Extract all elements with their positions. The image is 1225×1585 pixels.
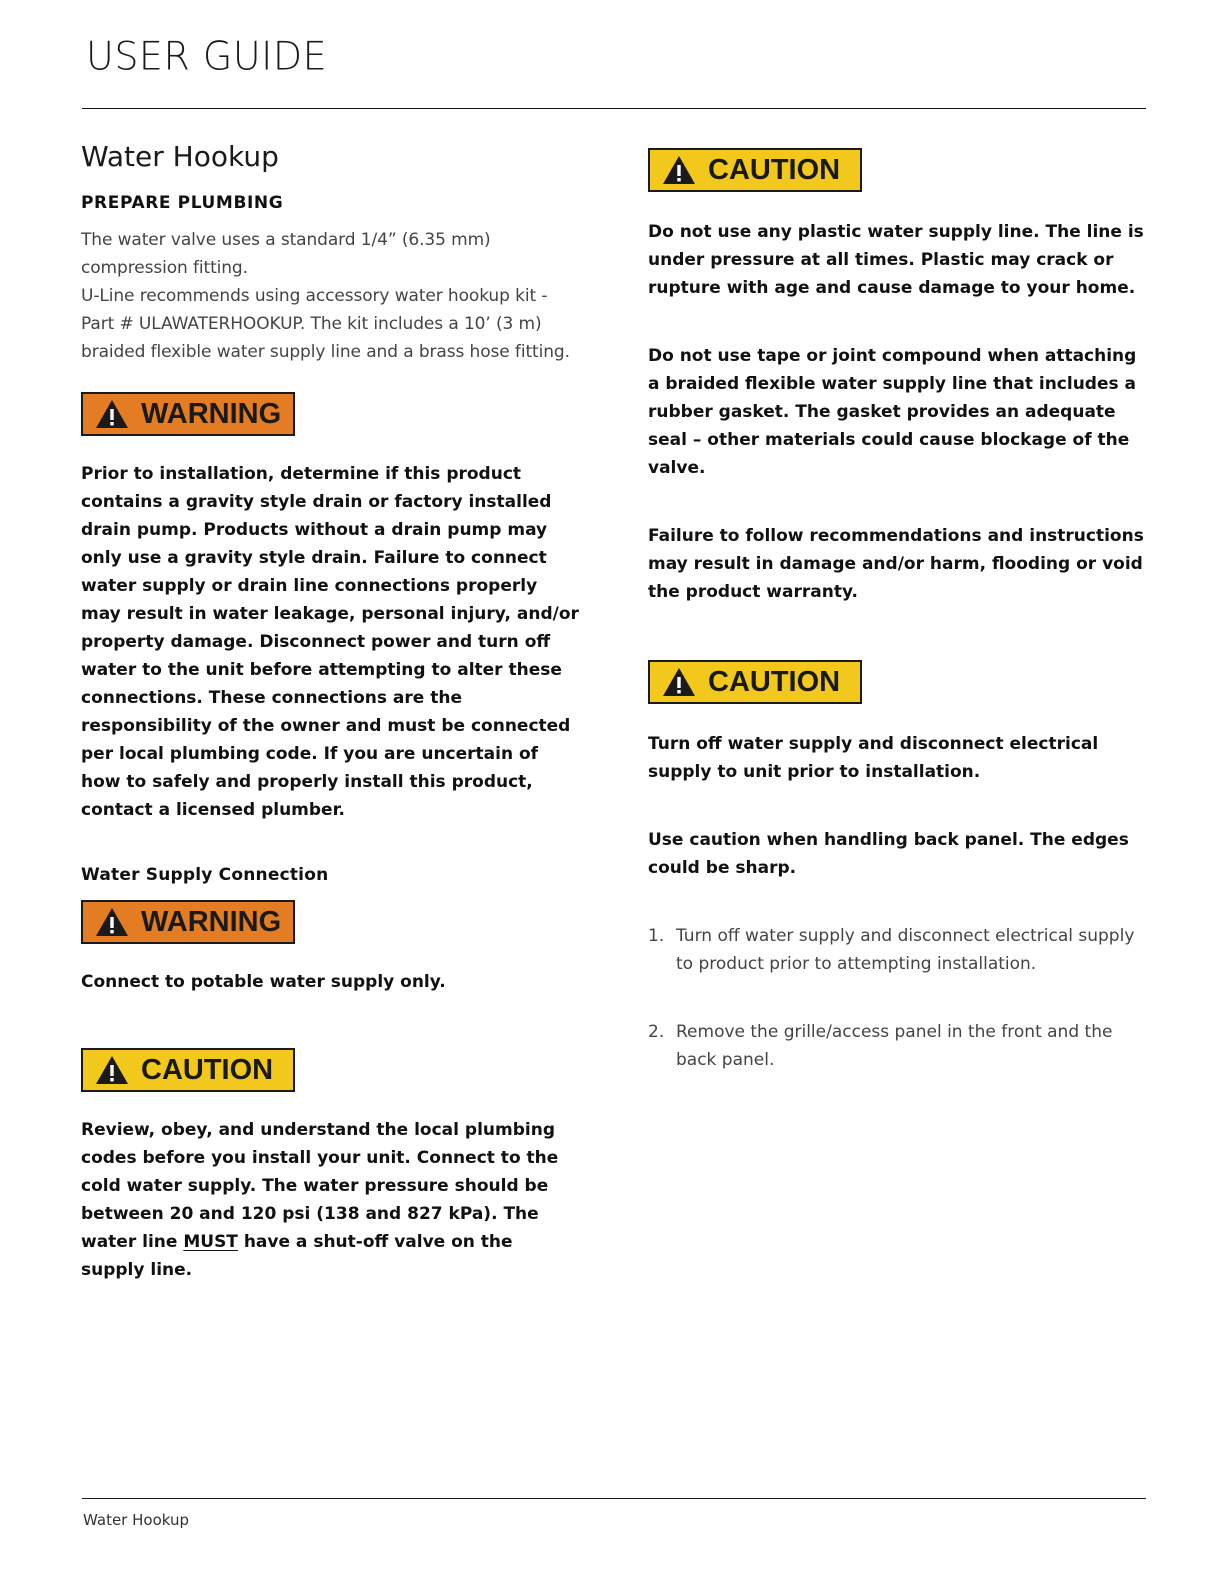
prepare-paragraph-2: U-Line recommends using accessory water hookup kit - Part # ULAWATERHOOKUP. The kit includes a 10’ (3 m) braided flexible water supply line and a brass hose fitting.: [81, 286, 570, 362]
list-item: 1. Turn off water supply and disconnect electrical supply to product prior to attempting installation.: [648, 926, 1135, 974]
installation-steps: [648, 922, 1148, 1074]
header-divider: [82, 108, 1146, 109]
list-item: 2. Remove the grille/access panel in the front and the back panel.: [648, 1022, 1113, 1070]
caution-badge: [81, 1048, 295, 1092]
caution-text-plastic: Do not use any plastic water supply line. The line is under pressure at all times. Plastic may crack or rupture with age and cause damage to your home.: [648, 222, 1144, 298]
left-column: [81, 134, 581, 1284]
warning-badge: [81, 900, 295, 944]
footer-divider: [82, 1498, 1146, 1499]
caution-text-codes: Review, obey, and understand the local plumbing codes before you install your unit. Connect to the cold water supply. The water pressure should be between 20 and 120 psi (138 and 827 kPa). The water line MUST have a shut-off valve on the supply line.: [81, 1120, 559, 1280]
caution-label: CAUTION: [141, 1053, 274, 1086]
warning-triangle-icon: [662, 155, 696, 185]
prepare-plumbing-heading: PREPARE PLUMBING: [81, 193, 284, 213]
water-supply-heading: Water Supply Connection: [81, 865, 329, 885]
caution-text-electrical: Turn off water supply and disconnect electrical supply to unit prior to installation.: [648, 734, 1099, 782]
caution-text-failure: Failure to follow recommendations and instructions may result in damage and/or harm, flooding or void the product warranty.: [648, 526, 1144, 602]
section-title: Water Hookup: [81, 140, 279, 173]
caution-label: CAUTION: [708, 665, 841, 698]
caution-label: CAUTION: [708, 153, 841, 186]
warning-label: WARNING: [141, 905, 282, 938]
warning-triangle-icon: [95, 399, 129, 429]
right-column: [648, 148, 1148, 1074]
footer-section-label: Water Hookup: [83, 1511, 189, 1529]
page-header-title: USER GUIDE: [86, 33, 328, 79]
must-emphasis: MUST: [183, 1232, 238, 1252]
warning-triangle-icon: [95, 1055, 129, 1085]
warning-triangle-icon: [662, 667, 696, 697]
warning-text-drain: Prior to installation, determine if this product contains a gravity style drain or factory installed drain pump. Products without a drain pump may only use a gravity style drain. Failure to connect water supply or drain line connections properly may result in water leakage, personal injury, and/or property damage. Disconnect power and turn off water to the unit before attempting to alter these connections. These connections are the responsibility of the owner and must be connected per local plumbing code. If you are uncertain of how to safely and properly install this product, contact a licensed plumber.: [81, 464, 579, 820]
caution-text-back-panel: Use caution when handling back panel. The edges could be sharp.: [648, 830, 1129, 878]
warning-label: WARNING: [141, 397, 282, 430]
warning-badge: [81, 392, 295, 436]
prepare-paragraph-1: The water valve uses a standard 1/4” (6.35 mm) compression fitting.: [81, 230, 491, 278]
caution-badge: [648, 660, 862, 704]
warning-triangle-icon: [95, 907, 129, 937]
warning-text-potable: Connect to potable water supply only.: [81, 972, 446, 992]
caution-badge: [648, 148, 862, 192]
caution-text-tape: Do not use tape or joint compound when attaching a braided flexible water supply line that includes a rubber gasket. The gasket provides an adequate seal – other materials could cause blockage of the valve.: [648, 346, 1137, 478]
